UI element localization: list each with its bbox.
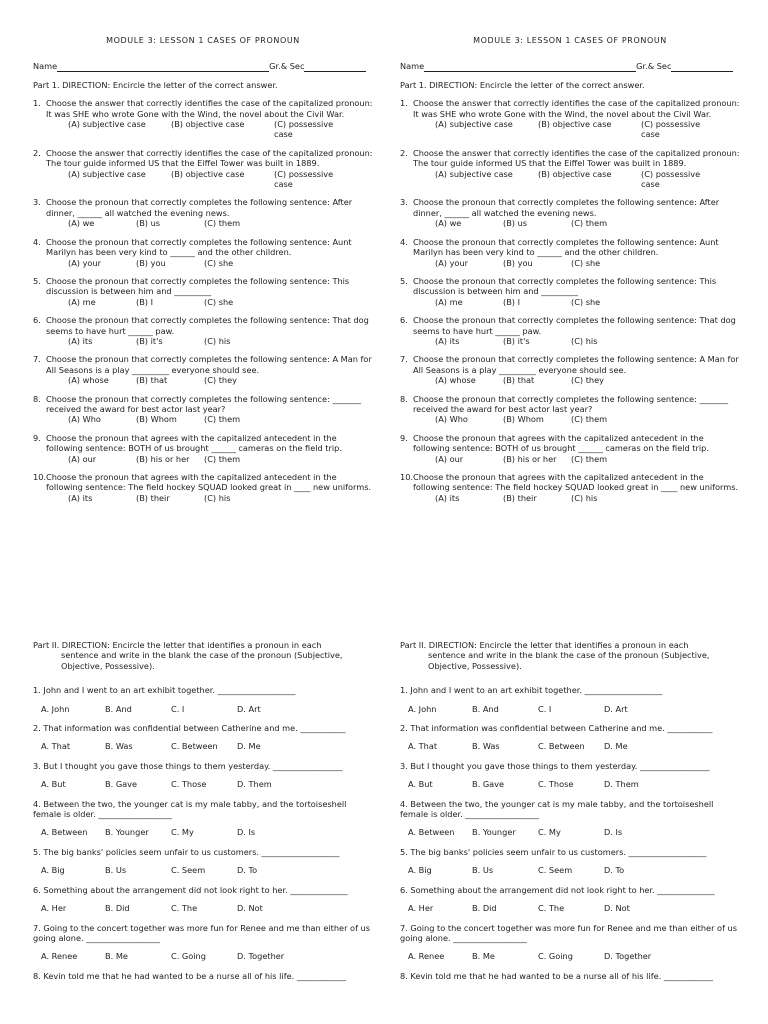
item-choice[interactable]: B. Was [472, 741, 500, 752]
item-sentence: 2. That information was confidential between Catherine and me. ___________ [33, 723, 346, 734]
item-choice[interactable]: B. Was [105, 741, 133, 752]
question-stem [33, 394, 373, 415]
answer-option[interactable]: (B) objective case [538, 119, 612, 130]
name-label: Name [33, 61, 58, 72]
name-row [33, 61, 373, 71]
question-stem [33, 98, 373, 119]
question-stem [400, 237, 740, 258]
answer-options [33, 218, 373, 228]
answer-option[interactable]: (A) me [68, 296, 96, 307]
answer-option[interactable]: (C) she [571, 257, 601, 268]
item-sentence: 6. Something about the arrangement did not look right to her. ______________ [33, 884, 348, 895]
answer-option[interactable]: (C) she [204, 257, 234, 268]
item-choice[interactable]: B. Us [472, 865, 494, 876]
item-sentence: 4. Between the two, the younger cat is my male tabby, and the tortoiseshell female is older. __________________ [33, 798, 347, 820]
answer-option[interactable]: (B) that [503, 375, 535, 386]
answer-option[interactable]: (C) they [571, 375, 604, 386]
question-number: 4. [33, 236, 41, 247]
part2-direction [400, 640, 740, 671]
item-choice[interactable]: B. And [472, 703, 499, 714]
answer-option[interactable]: (C) his [204, 492, 231, 503]
name-blank [57, 63, 269, 72]
answer-option[interactable]: (B) it's [136, 335, 163, 346]
item-choice[interactable]: C. Going [171, 951, 206, 962]
item-choices [33, 779, 373, 789]
answer-option[interactable]: (A) Who [435, 414, 468, 425]
item-choice[interactable]: D. Art [237, 703, 261, 714]
identification-item [400, 971, 740, 981]
grsec-blank [304, 63, 366, 72]
question-item [400, 394, 740, 425]
identification-item [33, 885, 373, 914]
question-stem [400, 276, 740, 297]
item-sentence: 7. Going to the concert together was more fun for Renee and me than either of us going alone. __________________ [400, 922, 738, 943]
question-number: 7. [400, 354, 408, 365]
item-choice[interactable]: D. Them [237, 779, 272, 790]
item-choice[interactable]: B. Did [472, 903, 497, 914]
part1-direction: Part 1. DIRECTION: Encircle the letter of the correct answer. [33, 79, 278, 90]
item-choice[interactable]: D. Together [604, 951, 652, 962]
part1-direction: Part 1. DIRECTION: Encircle the letter of the correct answer. [400, 79, 645, 90]
answer-options [400, 375, 740, 385]
item-choice[interactable]: B. Gave [105, 779, 138, 790]
question-stem [400, 197, 740, 218]
question-text: Choose the pronoun that correctly completes the following sentence: A Man for All Seasons is a play _________ everyone should see. [413, 354, 739, 375]
answer-option[interactable]: (A) subjective case [68, 119, 146, 130]
question-stem [33, 433, 373, 454]
answer-options [33, 258, 373, 268]
question-number: 2. [400, 147, 408, 158]
question-item [33, 237, 373, 268]
identification-item [33, 923, 373, 962]
item-choice[interactable]: B. Did [105, 903, 130, 914]
question-item [33, 433, 373, 464]
answer-option[interactable]: (B) I [503, 296, 521, 307]
item-choice[interactable]: C. The [171, 903, 198, 914]
item-choice[interactable]: A. Her [41, 903, 67, 914]
question-item [33, 197, 373, 228]
item-choice[interactable]: D. Me [237, 741, 261, 752]
item-choice[interactable]: D. Is [237, 827, 256, 838]
identification-item [33, 971, 373, 981]
question-item [400, 98, 740, 140]
item-choice[interactable]: A. That [408, 741, 438, 752]
answer-option[interactable]: (C) possessive case [274, 168, 334, 190]
question-text: Choose the answer that correctly identifies the case of the capitalized pronoun: The tour guide informed US that the Eiffel Tower was built in 1889. [46, 147, 373, 169]
identification-item [33, 723, 373, 752]
worksheet-title: MODULE 3: LESSON 1 CASES OF PRONOUN [106, 36, 300, 45]
answer-option[interactable]: (A) subjective case [435, 168, 513, 179]
answer-option[interactable]: (B) you [136, 257, 166, 268]
question-stem [33, 148, 373, 169]
item-sentence: 4. Between the two, the younger cat is my male tabby, and the tortoiseshell female is older. __________________ [400, 798, 714, 820]
question-stem [400, 394, 740, 415]
item-choice[interactable]: A. But [408, 779, 433, 790]
answer-option[interactable]: (A) me [435, 296, 463, 307]
part1-question-list [400, 98, 740, 503]
item-choice[interactable]: C. My [171, 827, 194, 838]
question-text: Choose the pronoun that correctly completes the following sentence: This discussion is between him and _________ [413, 275, 717, 297]
worksheet-left-part1 [33, 36, 373, 511]
question-item [400, 315, 740, 346]
item-choice[interactable]: D. Art [604, 703, 628, 714]
item-choice[interactable]: B. Younger [105, 827, 149, 838]
item-choice[interactable]: D. Them [604, 779, 639, 790]
item-choice[interactable]: D. Together [237, 951, 285, 962]
answer-option[interactable]: (A) our [435, 453, 464, 464]
item-choice[interactable]: D. Me [604, 741, 628, 752]
item-choice[interactable]: D. Not [604, 903, 630, 914]
identification-item [33, 847, 373, 876]
item-choice[interactable]: C. Seem [538, 865, 573, 876]
answer-option[interactable]: (C) them [571, 414, 608, 425]
answer-option[interactable]: (B) their [136, 492, 170, 503]
item-sentence: 7. Going to the concert together was more fun for Renee and me than either of us going alone. __________________ [33, 922, 371, 943]
question-text: Choose the pronoun that correctly completes the following sentence: Aunt Marilyn has been very kind to ______ and the other children. [413, 236, 719, 258]
answer-option[interactable]: (A) Who [68, 414, 101, 425]
item-choices [400, 865, 740, 875]
question-stem [400, 472, 740, 493]
name-row [400, 61, 740, 71]
question-item [400, 148, 740, 190]
question-item [33, 98, 373, 140]
item-choice[interactable]: A. Big [408, 865, 432, 876]
answer-option[interactable]: (A) your [435, 257, 469, 268]
item-choice[interactable]: A. Between [408, 827, 455, 838]
question-number: 3. [400, 197, 408, 208]
question-item [400, 276, 740, 307]
question-stem [33, 354, 373, 375]
answer-option[interactable]: (B) their [503, 492, 537, 503]
answer-option[interactable]: (B) his or her [503, 453, 557, 464]
question-number: 1. [400, 98, 408, 109]
item-choices [400, 779, 740, 789]
question-item [400, 354, 740, 385]
question-stem [33, 237, 373, 258]
item-choice[interactable]: C. Seem [171, 865, 206, 876]
item-sentence: 5. The big banks' policies seem unfair to us customers. ___________________ [400, 846, 707, 857]
item-sentence: 6. Something about the arrangement did not look right to her. ______________ [400, 884, 715, 895]
item-choices [33, 741, 373, 751]
answer-options [33, 493, 373, 503]
question-text: Choose the pronoun that correctly completes the following sentence: This discussion is between him and _________ [46, 275, 350, 297]
question-text: Choose the pronoun that agrees with the capitalized antecedent in the following sentence: The field hockey SQUAD looked great in ____ new uniforms. [413, 472, 739, 493]
item-choice[interactable]: B. Younger [472, 827, 516, 838]
identification-item [33, 685, 373, 714]
question-text: Choose the pronoun that correctly completes the following sentence: Aunt Marilyn has been very kind to ______ and the other children. [46, 236, 352, 258]
question-item [400, 237, 740, 268]
answer-option[interactable]: (B) Whom [503, 414, 544, 425]
question-number: 8. [33, 393, 41, 404]
item-choice[interactable]: B. Me [472, 951, 495, 962]
question-number: 5. [400, 275, 408, 286]
question-stem [400, 98, 740, 119]
item-sentence: 1. John and I went to an art exhibit together. ___________________ [33, 685, 296, 696]
answer-options [33, 375, 373, 385]
answer-option[interactable]: (C) possessive case [641, 168, 701, 190]
item-choice[interactable]: D. To [604, 865, 625, 876]
item-choice[interactable]: A. That [41, 741, 71, 752]
question-item [33, 394, 373, 425]
item-choice[interactable]: C. Between [171, 741, 218, 752]
item-choices [33, 827, 373, 837]
item-choice[interactable]: A. John [408, 703, 437, 714]
answer-option[interactable]: (B) us [136, 218, 161, 229]
name-blank [424, 63, 636, 72]
question-number: 6. [33, 315, 41, 326]
identification-item [400, 847, 740, 876]
answer-option[interactable]: (C) them [204, 414, 241, 425]
question-text: Choose the pronoun that correctly completes the following sentence: A Man for All Seasons is a play _________ everyone should see. [46, 354, 372, 375]
worksheet-left-part2 [33, 640, 373, 990]
identification-item [33, 761, 373, 790]
item-choice[interactable]: A. Her [408, 903, 434, 914]
answer-option[interactable]: (A) we [68, 218, 95, 229]
item-choice[interactable]: C. My [538, 827, 561, 838]
grsec-label: Gr.& Sec [636, 61, 672, 72]
part1-question-list [33, 98, 373, 503]
question-number: 5. [33, 275, 41, 286]
identification-item [400, 923, 740, 962]
item-choices [33, 704, 373, 714]
question-number: 10. [400, 472, 414, 482]
answer-options [33, 169, 373, 190]
item-choice[interactable]: C. Going [538, 951, 573, 962]
item-choice[interactable]: A. John [41, 703, 70, 714]
name-label: Name [400, 61, 425, 72]
part2-direction-line1: Part II. DIRECTION: Encircle the letter that identifies a pronoun in each [33, 640, 322, 650]
question-text: Choose the answer that correctly identifies the case of the capitalized pronoun: It was SHE who wrote Gone with the Wind, the novel about the Civil War. [46, 98, 373, 119]
item-choice[interactable]: B. Us [105, 865, 127, 876]
answer-options [400, 493, 740, 503]
item-choice[interactable]: A. But [41, 779, 66, 790]
answer-option[interactable]: (C) his [571, 335, 598, 346]
identification-item [400, 885, 740, 914]
item-choice[interactable]: B. And [105, 703, 132, 714]
answer-option[interactable]: (A) its [435, 335, 460, 346]
answer-option[interactable]: (A) whose [435, 375, 476, 386]
item-choices [400, 827, 740, 837]
question-number: 4. [400, 236, 408, 247]
identification-item [400, 799, 740, 838]
identification-item [33, 799, 373, 838]
question-text: Choose the answer that correctly identifies the case of the capitalized pronoun: It was SHE who wrote Gone with the Wind, the novel about the Civil War. [413, 98, 740, 119]
answer-options [400, 336, 740, 346]
question-text: Choose the pronoun that correctly completes the following sentence: _______ received the award for best actor last year? [46, 393, 362, 414]
answer-options [33, 336, 373, 346]
item-choice[interactable]: D. To [237, 865, 258, 876]
answer-options [400, 297, 740, 307]
item-choice[interactable]: D. Is [604, 827, 623, 838]
part2-direction-rest: sentence and write in the blank the case of the pronoun (Subjective, Objective, Possessive). [61, 650, 343, 671]
question-text: Choose the pronoun that correctly completes the following sentence: After dinner, ______ all watched the evening news. [413, 197, 720, 218]
question-number: 1. [33, 98, 41, 109]
item-sentence: 8. Kevin told me that he had wanted to be a nurse all of his life. ____________ [33, 970, 346, 981]
identification-item [400, 723, 740, 752]
question-number: 9. [33, 432, 41, 443]
part2-direction [33, 640, 373, 671]
question-number: 6. [400, 315, 408, 326]
question-item [33, 354, 373, 385]
answer-option[interactable]: (B) his or her [136, 453, 190, 464]
answer-option[interactable]: (A) subjective case [68, 168, 146, 179]
question-item [33, 148, 373, 190]
question-text: Choose the pronoun that agrees with the capitalized antecedent in the following sentence: The field hockey SQUAD looked great in ____ new uniforms. [46, 472, 372, 493]
part2-direction-rest: sentence and write in the blank the case of the pronoun (Subjective, Objective, Possessive). [428, 650, 710, 671]
item-choice[interactable]: C. Between [538, 741, 585, 752]
part2-item-list [33, 685, 373, 981]
question-number: 10. [33, 472, 47, 482]
answer-options [33, 414, 373, 424]
item-choices [33, 903, 373, 913]
answer-option[interactable]: (A) its [435, 492, 460, 503]
item-choice[interactable]: A. Renee [41, 951, 78, 962]
question-stem [400, 315, 740, 336]
answer-options [400, 169, 740, 190]
item-sentence: 3. But I thought you gave those things to them yesterday. _________________ [400, 760, 710, 771]
answer-options [33, 297, 373, 307]
question-text: Choose the pronoun that correctly completes the following sentence: That dog seems to have hurt ______ paw. [413, 315, 736, 336]
question-number: 7. [33, 354, 41, 365]
answer-option[interactable]: (B) it's [503, 335, 530, 346]
answer-option[interactable]: (A) we [435, 218, 462, 229]
question-item [400, 433, 740, 464]
question-text: Choose the pronoun that agrees with the capitalized antecedent in the following sentence: BOTH of us brought ______ cameras on the field trip. [46, 432, 342, 454]
answer-option[interactable]: (C) them [204, 218, 241, 229]
question-stem [33, 315, 373, 336]
question-text: Choose the answer that correctly identifies the case of the capitalized pronoun: The tour guide informed US that the Eiffel Tower was built in 1889. [413, 147, 740, 169]
item-sentence: 5. The big banks' policies seem unfair to us customers. ___________________ [33, 846, 340, 857]
part2-direction-line1: Part II. DIRECTION: Encircle the letter that identifies a pronoun in each [400, 640, 689, 650]
item-choice[interactable]: C. Those [538, 779, 574, 790]
item-choices [400, 741, 740, 751]
answer-option[interactable]: (B) objective case [171, 168, 245, 179]
question-stem [33, 197, 373, 218]
part2-item-list [400, 685, 740, 981]
item-sentence: 2. That information was confidential between Catherine and me. ___________ [400, 723, 713, 734]
grsec-label: Gr.& Sec [269, 61, 305, 72]
item-choices [400, 903, 740, 913]
item-choices [33, 865, 373, 875]
answer-option[interactable]: (A) its [68, 335, 93, 346]
answer-option[interactable]: (B) that [136, 375, 168, 386]
item-choice[interactable]: A. Renee [408, 951, 445, 962]
answer-option[interactable]: (C) possessive case [274, 119, 334, 140]
answer-options [400, 258, 740, 268]
question-stem [400, 354, 740, 375]
answer-option[interactable]: (B) Whom [136, 414, 177, 425]
answer-option[interactable]: (B) objective case [538, 168, 612, 179]
question-text: Choose the pronoun that correctly completes the following sentence: That dog seems to have hurt ______ paw. [46, 315, 369, 336]
identification-item [400, 685, 740, 714]
grsec-blank [671, 63, 733, 72]
item-choices [33, 951, 373, 961]
item-choice[interactable]: C. I [538, 703, 552, 714]
item-choice[interactable]: D. Not [237, 903, 263, 914]
answer-option[interactable]: (C) them [571, 453, 608, 464]
answer-option[interactable]: (A) its [68, 492, 93, 503]
answer-option[interactable]: (C) she [204, 296, 234, 307]
question-stem [400, 433, 740, 454]
answer-option[interactable]: (B) us [503, 218, 528, 229]
question-text: Choose the pronoun that correctly completes the following sentence: After dinner, ______ all watched the evening news. [46, 197, 353, 218]
question-text: Choose the pronoun that agrees with the capitalized antecedent in the following sentence: BOTH of us brought ______ cameras on the field trip. [413, 432, 709, 454]
item-sentence: 3. But I thought you gave those things to them yesterday. _________________ [33, 760, 343, 771]
item-sentence: 1. John and I went to an art exhibit together. ___________________ [400, 685, 663, 696]
item-choice[interactable]: B. Me [105, 951, 128, 962]
question-number: 8. [400, 393, 408, 404]
answer-options [400, 119, 740, 140]
question-item [400, 197, 740, 228]
worksheet-right-part1 [400, 36, 740, 511]
answer-option[interactable]: (C) she [571, 296, 601, 307]
answer-option[interactable]: (A) subjective case [435, 119, 513, 130]
question-stem [33, 472, 373, 493]
question-stem [33, 276, 373, 297]
identification-item [400, 761, 740, 790]
item-choice[interactable]: B. Gave [472, 779, 505, 790]
answer-options [400, 218, 740, 228]
answer-options [33, 119, 373, 140]
answer-option[interactable]: (B) I [136, 296, 154, 307]
answer-option[interactable]: (A) whose [68, 375, 109, 386]
answer-option[interactable]: (C) his [571, 492, 598, 503]
worksheet-right-part2 [400, 640, 740, 990]
answer-option[interactable]: (C) them [571, 218, 608, 229]
question-item [33, 315, 373, 346]
answer-option[interactable]: (B) you [503, 257, 533, 268]
worksheet-title: MODULE 3: LESSON 1 CASES OF PRONOUN [473, 36, 667, 45]
answer-options [33, 454, 373, 464]
question-item [33, 276, 373, 307]
answer-options [400, 454, 740, 464]
question-text: Choose the pronoun that correctly completes the following sentence: _______ received the award for best actor last year? [413, 393, 729, 414]
answer-option[interactable]: (A) your [68, 257, 102, 268]
answer-options [400, 414, 740, 424]
item-choice[interactable]: A. Big [41, 865, 65, 876]
answer-option[interactable]: (C) possessive case [641, 119, 701, 140]
item-choice[interactable]: C. The [538, 903, 565, 914]
answer-option[interactable]: (C) his [204, 335, 231, 346]
item-choice[interactable]: C. I [171, 703, 185, 714]
answer-option[interactable]: (C) they [204, 375, 237, 386]
question-item [33, 472, 373, 503]
item-sentence: 8. Kevin told me that he had wanted to be a nurse all of his life. ____________ [400, 970, 713, 981]
question-item [400, 472, 740, 503]
item-choices [400, 951, 740, 961]
answer-option[interactable]: (C) them [204, 453, 241, 464]
item-choice[interactable]: A. Between [41, 827, 88, 838]
question-number: 3. [33, 197, 41, 208]
question-stem [400, 148, 740, 169]
question-number: 9. [400, 432, 408, 443]
answer-option[interactable]: (A) our [68, 453, 97, 464]
item-choices [400, 704, 740, 714]
item-choice[interactable]: C. Those [171, 779, 207, 790]
answer-option[interactable]: (B) objective case [171, 119, 245, 130]
question-number: 2. [33, 147, 41, 158]
